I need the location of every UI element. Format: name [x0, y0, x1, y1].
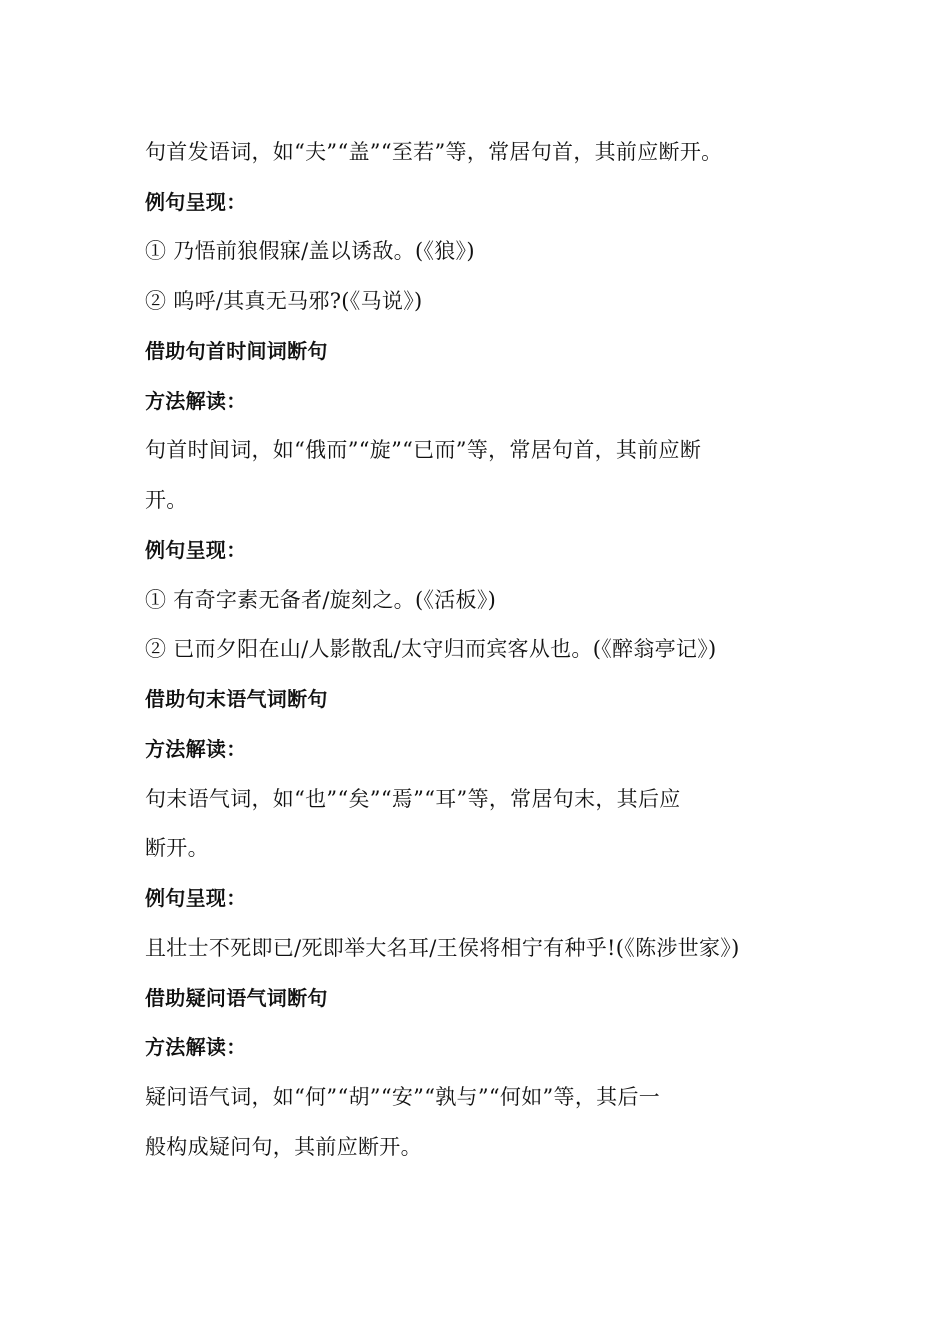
section-heading-question-particles: 借助疑问语气词断句	[145, 986, 328, 1010]
label-example-sentences: 例句呈现：	[145, 190, 247, 214]
paragraph-time-words-line-2: 开。	[145, 488, 188, 512]
paragraph-initial-particle-explanation: 句首发语词，如“夫”“盖”“至若”等，常居句首，其前应断开。	[145, 140, 723, 164]
paragraph-final-particles-line-2: 断开。	[145, 836, 209, 860]
label-method-explanation: 方法解读：	[145, 389, 247, 413]
example-line-huoban: ① 有奇字素无备者/旋刻之。(《活板》)	[145, 588, 497, 612]
example-line-zuiweng: ② 已而夕阳在山/人影散乱/太守归而宾客从也。(《醉翁亭记》)	[145, 637, 717, 661]
label-method-explanation: 方法解读：	[145, 1035, 247, 1059]
label-method-explanation: 方法解读：	[145, 737, 247, 761]
paragraph-question-particles-line-1: 疑问语气词，如“何”“胡”“安”“孰与”“何如”等，其后一	[145, 1085, 661, 1109]
example-line-chensheng: 且壮士不死即已/死即举大名耳/王侯将相宁有种乎!(《陈涉世家》)	[145, 936, 740, 960]
example-line-horse: ② 呜呼/其真无马邪?(《马说》)	[145, 289, 423, 313]
paragraph-question-particles-line-2: 般构成疑问句，其前应断开。	[145, 1135, 422, 1159]
paragraph-time-words-line-1: 句首时间词，如“俄而”“旋”“已而”等，常居句首，其前应断	[145, 438, 702, 462]
section-heading-final-particles: 借助句末语气词断句	[145, 687, 328, 711]
label-example-sentences: 例句呈现：	[145, 538, 247, 562]
paragraph-final-particles-line-1: 句末语气词，如“也”“矣”“焉”“耳”等，常居句末，其后应	[145, 787, 681, 811]
section-heading-time-words: 借助句首时间词断句	[145, 339, 328, 363]
example-line-wolf: ① 乃悟前狼假寐/盖以诱敌。(《狼》)	[145, 239, 475, 263]
label-example-sentences: 例句呈现：	[145, 886, 247, 910]
